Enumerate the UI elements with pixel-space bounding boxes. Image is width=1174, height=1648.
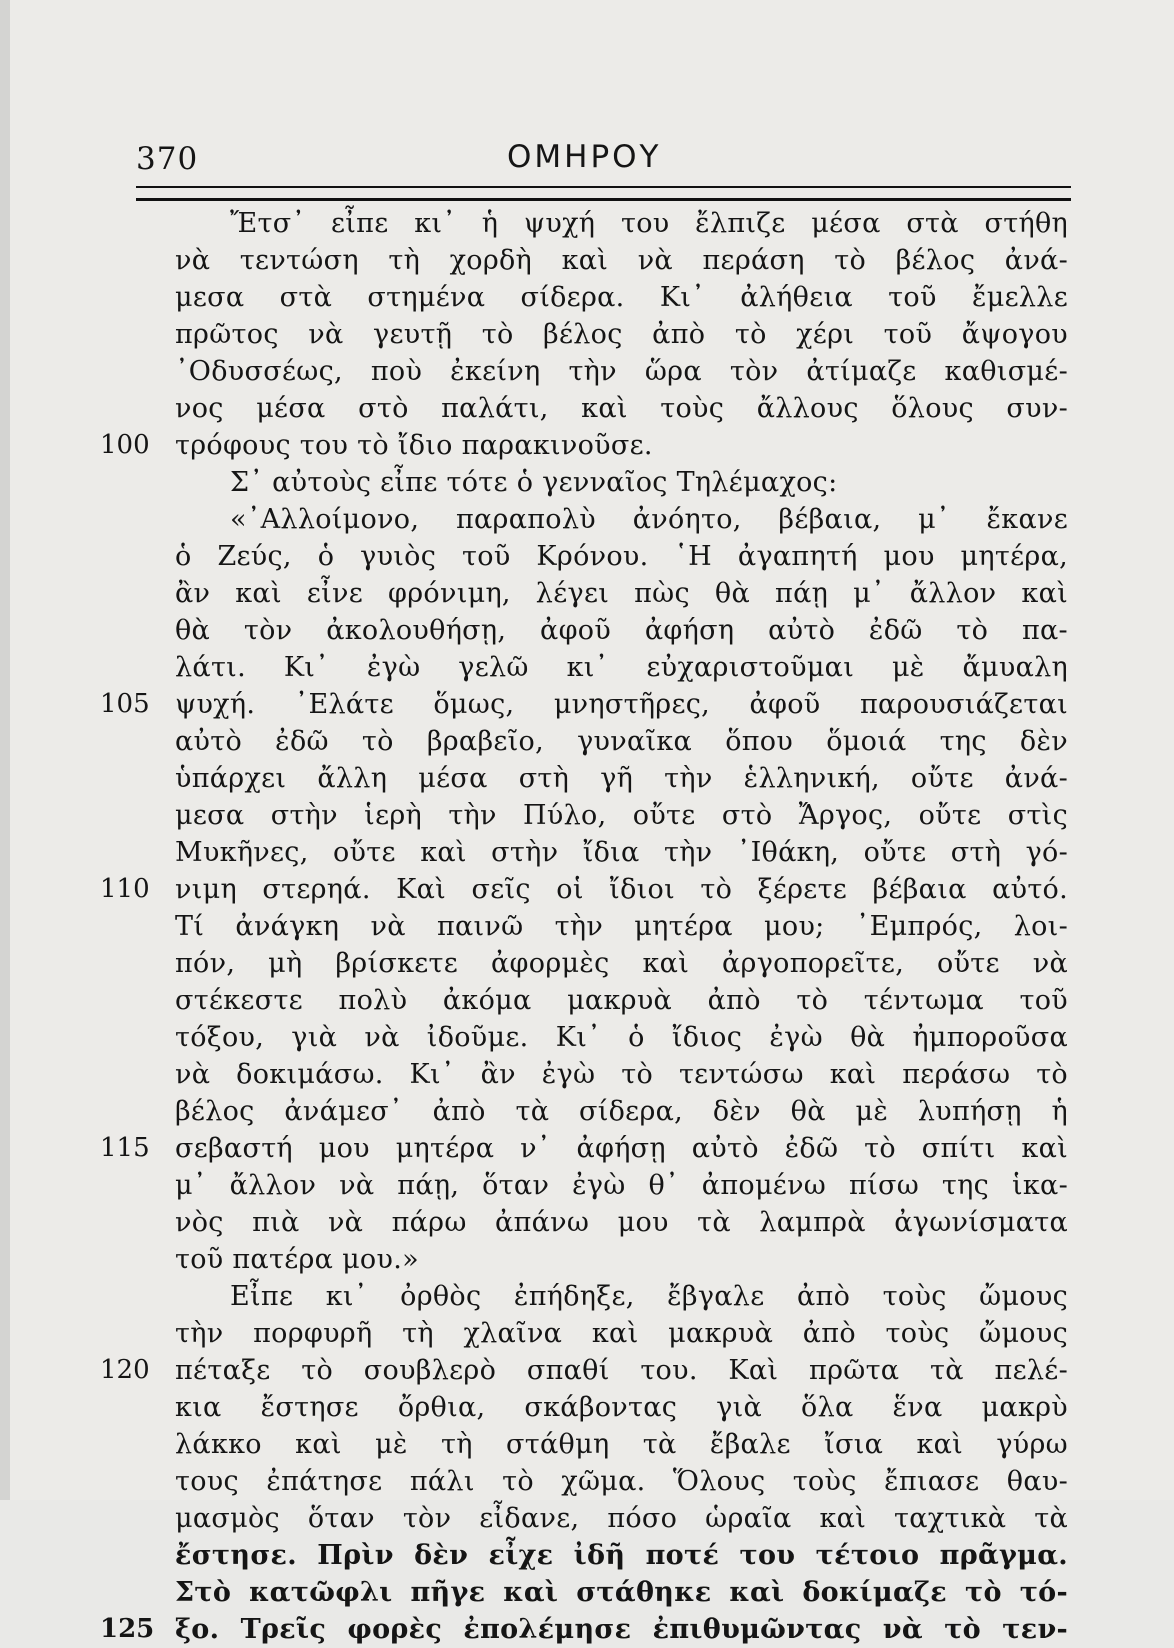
line-text: νὰ δοκιμάσω. Κι᾽ ἂν ἐγὼ τὸ τεντώσω καὶ περάσω τὸ — [175, 1059, 1068, 1090]
text-line — [100, 1463, 1072, 1500]
text-line — [100, 1315, 1072, 1352]
text-line — [100, 760, 1072, 797]
line-text: ψυχή. ᾽Ελάτε ὅμως, μνηστῆρες, ἀφοῦ παρουσιάζεται — [175, 689, 1068, 720]
text-line — [100, 353, 1072, 390]
text-line — [100, 1352, 1072, 1389]
line-text: μεσα στὴν ἱερὴ τὴν Πύλο, οὔτε στὸ Ἄργος, οὔτε στὶς — [175, 800, 1068, 831]
text-line — [100, 316, 1072, 353]
text-line — [100, 1204, 1072, 1241]
line-text: πόν, μὴ βρίσκετε ἀφορμὲς καὶ ἀργοπορεῖτε, οὔτε νὰ — [175, 948, 1068, 979]
text-line — [100, 1241, 1072, 1278]
verse-text — [100, 205, 1072, 1648]
line-number: 100 — [100, 430, 150, 460]
page-edge — [0, 0, 10, 1500]
text-line — [100, 1389, 1072, 1426]
text-line — [100, 612, 1072, 649]
text-line — [100, 279, 1072, 316]
text-line — [100, 871, 1072, 908]
line-text: νιμη στερηά. Καὶ σεῖς οἱ ἴδιοι τὸ ξέρετε βέβαια αὐτό. — [175, 874, 1068, 905]
text-line — [100, 945, 1072, 982]
line-text: Μυκῆνες, οὔτε καὶ στὴν ἴδια τὴν ᾽Ιθάκη, οὔτε στὴ γό- — [175, 837, 1068, 868]
text-line — [100, 1278, 1072, 1315]
line-number: 120 — [100, 1355, 150, 1385]
line-text: λάτι. Κι᾽ ἐγὼ γελῶ κι᾽ εὐχαριστοῦμαι μὲ ἄμυαλη — [175, 652, 1068, 683]
line-text: στέκεστε πολὺ ἀκόμα μακρυὰ ἀπὸ τὸ τέντωμα τοῦ — [175, 985, 1068, 1016]
text-line — [100, 834, 1072, 871]
line-text: Ἔτσ᾽ εἶπε κι᾽ ἡ ψυχή του ἔλπιζε μέσα στὰ στήθη — [230, 208, 1068, 239]
line-text: Στὸ κατῶφλι πῆγε καὶ στάθηκε καὶ δοκίμαζε τὸ τό- — [175, 1577, 1068, 1608]
line-text: πέταξε τὸ σουβλερὸ σπαθί του. Καὶ πρῶτα τὰ πελέ- — [175, 1355, 1068, 1386]
line-text: νὸς πιὰ νὰ πάρω ἀπάνω μου τὰ λαμπρὰ ἀγωνίσματα — [175, 1207, 1068, 1238]
line-text: αὐτὸ ἐδῶ τὸ βραβεῖο, γυναῖκα ὅπου ὅμοιά της δὲν — [175, 726, 1068, 757]
text-line — [100, 1167, 1072, 1204]
line-text: τόξου, γιὰ νὰ ἰδοῦμε. Κι᾽ ὁ ἴδιος ἐγὼ θὰ ἠμποροῦσα — [175, 1022, 1068, 1053]
line-text: νος μέσα στὸ παλάτι, καὶ τοὺς ἄλλους ὅλους συν- — [175, 393, 1068, 424]
text-line — [100, 427, 1072, 464]
line-text: ᾽Οδυσσέως, ποὺ ἐκείνη τὴν ὥρα τὸν ἀτίμαζε καθισμέ- — [175, 356, 1068, 387]
line-text: ὁ Ζεύς, ὁ γυιὸς τοῦ Κρόνου. ῾Η ἀγαπητή μου μητέρα, — [175, 541, 1068, 572]
text-line — [100, 1093, 1072, 1130]
line-text: Εἶπε κι᾽ ὀρθὸς ἐπήδηξε, ἔβγαλε ἀπὸ τοὺς ὤμους — [230, 1281, 1068, 1312]
text-line — [100, 1130, 1072, 1167]
text-line — [100, 464, 1072, 501]
line-text: τους ἐπάτησε πάλι τὸ χῶμα. Ὅλους τοὺς ἔπιασε θαυ- — [175, 1466, 1068, 1497]
line-text: μεσα στὰ στημένα σίδερα. Κι᾽ ἀλήθεια τοῦ ἔμελλε — [175, 282, 1068, 313]
text-line — [100, 1426, 1072, 1463]
line-text: πρῶτος νὰ γευτῇ τὸ βέλος ἀπὸ τὸ χέρι τοῦ ἄψογου — [175, 319, 1068, 350]
line-text: ὑπάρχει ἄλλη μέσα στὴ γῆ τὴν ἑλληνική, οὔτε ἀνά- — [175, 763, 1068, 794]
running-title: ΟΜΗΡΟΥ — [507, 139, 662, 175]
text-line — [100, 686, 1072, 723]
line-number: 115 — [100, 1133, 150, 1163]
text-line — [100, 649, 1072, 686]
line-text: ξο. Τρεῖς φορὲς ἐπολέμησε ἐπιθυμῶντας νὰ τὸ τεν- — [175, 1614, 1068, 1645]
text-line — [100, 723, 1072, 760]
text-line — [100, 797, 1072, 834]
line-text: νὰ τεντώση τὴ χορδὴ καὶ νὰ περάση τὸ βέλος ἀνά- — [175, 245, 1068, 276]
text-line — [100, 1500, 1072, 1537]
text-line — [100, 1574, 1072, 1611]
text-line — [100, 501, 1072, 538]
text-line — [100, 1537, 1072, 1574]
line-text: βέλος ἀνάμεσ᾽ ἀπὸ τὰ σίδερα, δὲν θὰ μὲ λυπήσῃ ἡ — [175, 1096, 1068, 1127]
text-line — [100, 390, 1072, 427]
line-text: σεβαστή μου μητέρα ν᾽ ἀφήσῃ αὐτὸ ἐδῶ τὸ σπίτι καὶ — [175, 1133, 1068, 1164]
line-number: 105 — [100, 689, 150, 719]
text-line — [100, 982, 1072, 1019]
line-number: 110 — [100, 874, 150, 904]
text-line — [100, 1019, 1072, 1056]
line-text: λάκκο καὶ μὲ τὴ στάθμη τὰ ἔβαλε ἴσια καὶ γύρω — [175, 1429, 1068, 1460]
text-line — [100, 1056, 1072, 1093]
page-number: 370 — [136, 141, 199, 177]
line-text: τρόφους του τὸ ἴδιο παρακινοῦσε. — [175, 430, 653, 461]
line-text: ἂν καὶ εἶνε φρόνιμη, λέγει πὼς θὰ πάῃ μ᾽ ἄλλον καὶ — [175, 578, 1068, 609]
text-line — [100, 538, 1072, 575]
text-line — [100, 205, 1072, 242]
line-number: 125 — [100, 1614, 155, 1644]
page-header — [136, 135, 1071, 185]
line-text: κια ἔστησε ὄρθια, σκάβοντας γιὰ ὅλα ἕνα μακρὺ — [175, 1392, 1068, 1423]
text-line — [100, 575, 1072, 612]
text-line — [100, 242, 1072, 279]
line-text: τὴν πορφυρῆ τὴ χλαῖνα καὶ μακρυὰ ἀπὸ τοὺς ὤμους — [175, 1318, 1068, 1349]
line-text: Σ᾽ αὐτοὺς εἶπε τότε ὁ γενναῖος Τηλέμαχος: — [230, 467, 838, 498]
text-line — [100, 1611, 1072, 1648]
line-text: τοῦ πατέρα μου.» — [175, 1244, 419, 1275]
text-line — [100, 908, 1072, 945]
line-text: μ᾽ ἄλλον νὰ πάῃ, ὅταν ἐγὼ θ᾽ ἀπομένω πίσω της ἱκα- — [175, 1170, 1068, 1201]
line-text: «᾽Αλλοίμονο, παραπολὺ ἀνόητο, βέβαια, μ᾽ ἔκανε — [230, 504, 1068, 535]
line-text: ἔστησε. Πρὶν δὲν εἶχε ἰδῆ ποτέ του τέτοιο πρᾶγμα. — [175, 1540, 1068, 1571]
line-text: Τί ἀνάγκη νὰ παινῶ τὴν μητέρα μου; ᾽Εμπρός, λοι- — [175, 911, 1068, 942]
line-text: θὰ τὸν ἀκολουθήσῃ, ἀφοῦ ἀφήση αὐτὸ ἐδῶ τὸ πα- — [175, 615, 1068, 646]
line-text: μασμὸς ὅταν τὸν εἶδανε, πόσο ὡραῖα καὶ ταχτικὰ τὰ — [175, 1503, 1068, 1534]
header-rule — [136, 186, 1071, 201]
